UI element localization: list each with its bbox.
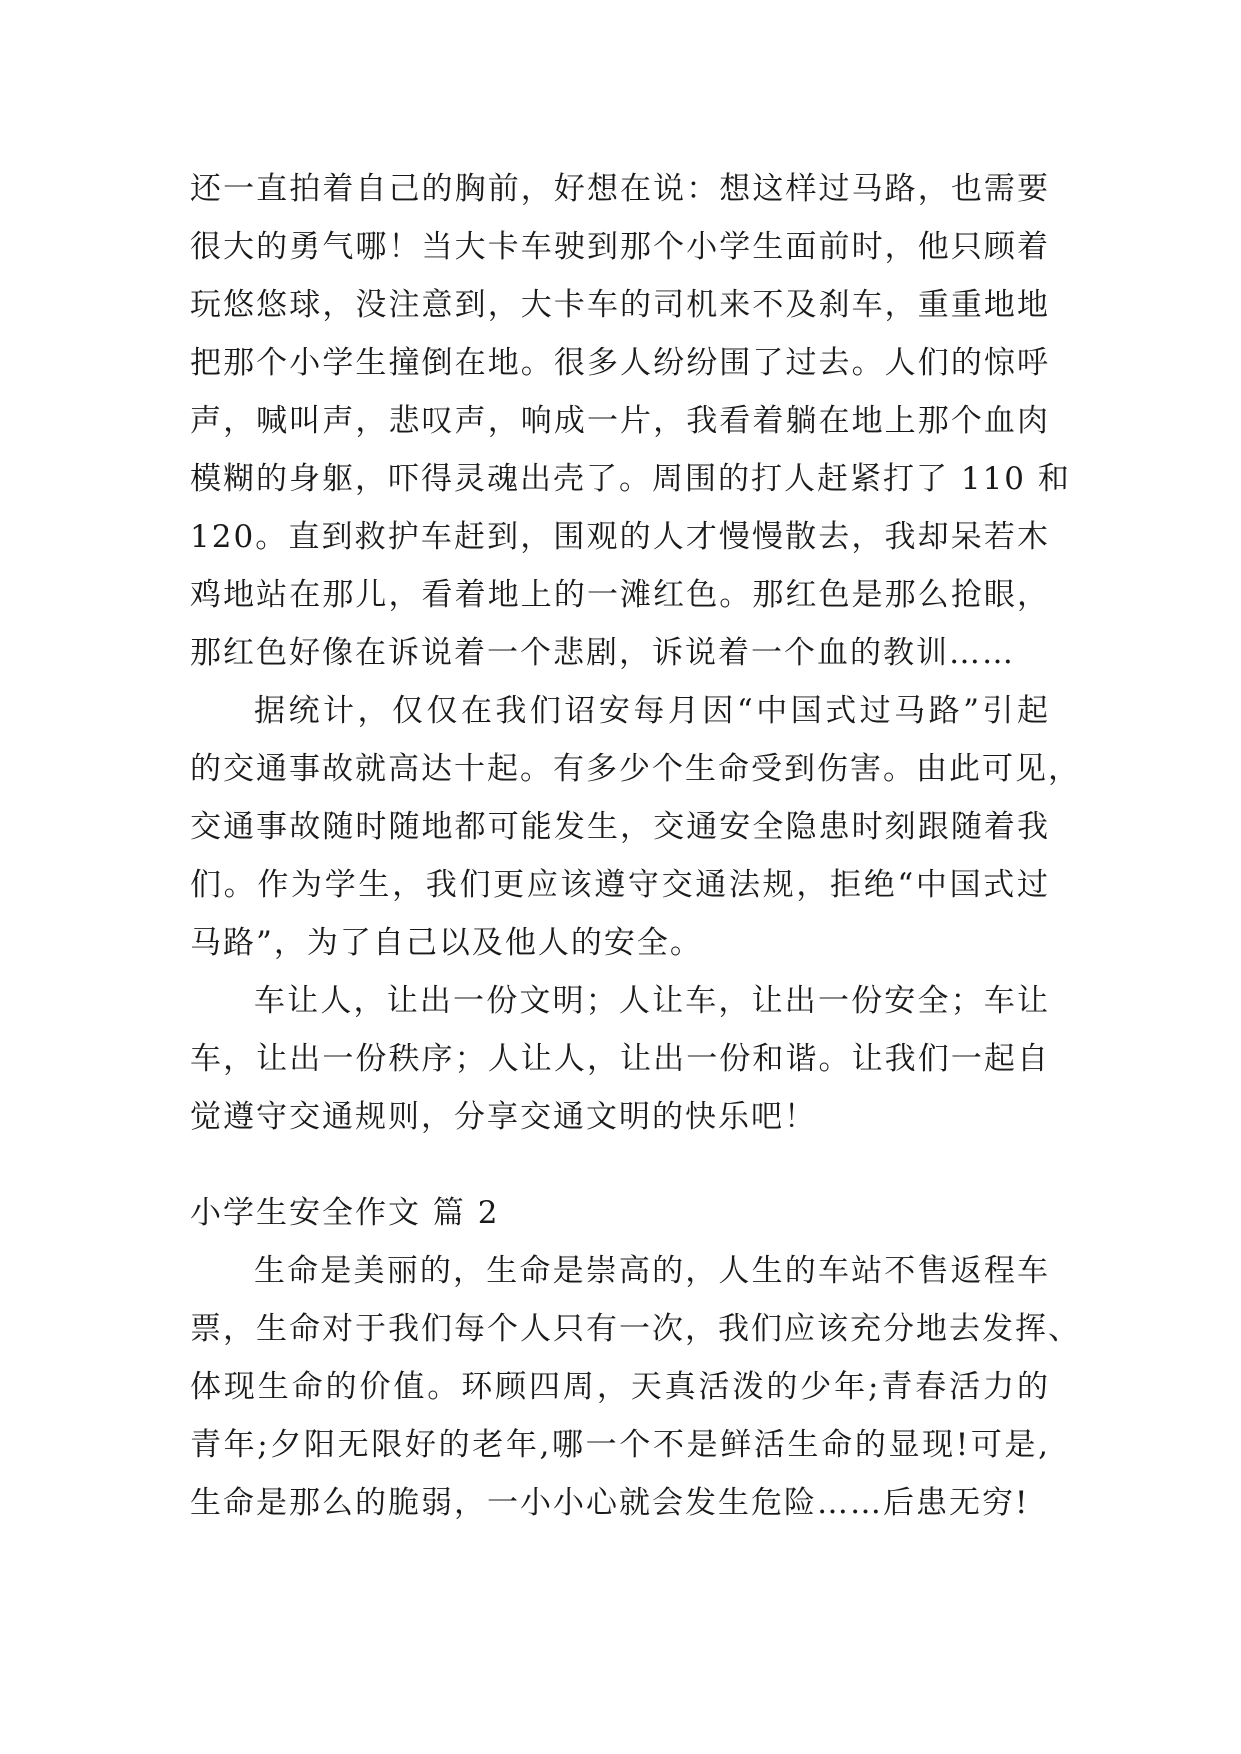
text-line: 马路”，为了自己以及他人的安全。: [190, 925, 703, 961]
text-line: 车，让出一份秩序；人让人，让出一份和谐。让我们一起自: [190, 1041, 1050, 1077]
text-line: 们。作为学生，我们更应该遵守交通法规，拒绝“中国式过: [190, 867, 1050, 903]
text-line: 那红色好像在诉说着一个悲剧，诉说着一个血的教训……: [190, 635, 1015, 671]
text-line: 的交通事故就高达十起。有多少个生命受到伤害。由此可见，: [190, 751, 1081, 787]
text-line: 玩悠悠球，没注意到，大卡车的司机来不及刹车，重重地地: [190, 287, 1050, 323]
text-line: 体现生命的价值。环顾四周，天真活泼的少年;青春活力的: [190, 1369, 1050, 1405]
text-line: 把那个小学生撞倒在地。很多人纷纷围了过去。人们的惊呼: [190, 345, 1050, 381]
text-line: 120。直到救护车赶到，围观的人才慢慢散去，我却呆若木: [190, 519, 1050, 555]
paragraph-3: [190, 972, 1050, 1146]
paragraph-2: [190, 682, 1081, 972]
text-line: 模糊的身躯，吓得灵魂出壳了。周围的打人赶紧打了 110 和: [190, 461, 1071, 497]
text-line: 生命是那么的脆弱，一小小心就会发生危险……后患无穷!: [190, 1485, 1030, 1521]
text-line: 生命是美丽的，生命是崇高的，人生的车站不售返程车: [254, 1253, 1050, 1289]
text-line: 交通事故随时随地都可能发生，交通安全隐患时刻跟随着我: [190, 809, 1050, 845]
paragraph-1: [190, 160, 1071, 682]
text-line: 觉遵守交通规则，分享交通文明的快乐吧！: [190, 1099, 817, 1135]
paragraph-4: [190, 1242, 1081, 1532]
document-page: [190, 160, 1081, 1532]
text-line: 车让人，让出一份文明；人让车，让出一份安全；车让: [254, 983, 1050, 1019]
text-line: 据统计，仅仅在我们诏安每月因“中国式过马路”引起: [254, 693, 1050, 729]
text-line: 票，生命对于我们每个人只有一次，我们应该充分地去发挥、: [190, 1311, 1081, 1347]
text-line: 鸡地站在那儿，看着地上的一滩红色。那红色是那么抢眼，: [190, 577, 1050, 613]
section-heading: 小学生安全作文 篇 2: [190, 1195, 500, 1231]
text-line: 还一直拍着自己的胸前，好想在说：想这样过马路，也需要: [190, 171, 1050, 207]
text-line: 很大的勇气哪！当大卡车驶到那个小学生面前时，他只顾着: [190, 229, 1050, 265]
text-line: 青年;夕阳无限好的老年,哪一个不是鲜活生命的显现!可是,: [190, 1427, 1050, 1463]
text-line: 声，喊叫声，悲叹声，响成一片，我看着躺在地上那个血肉: [190, 403, 1050, 439]
